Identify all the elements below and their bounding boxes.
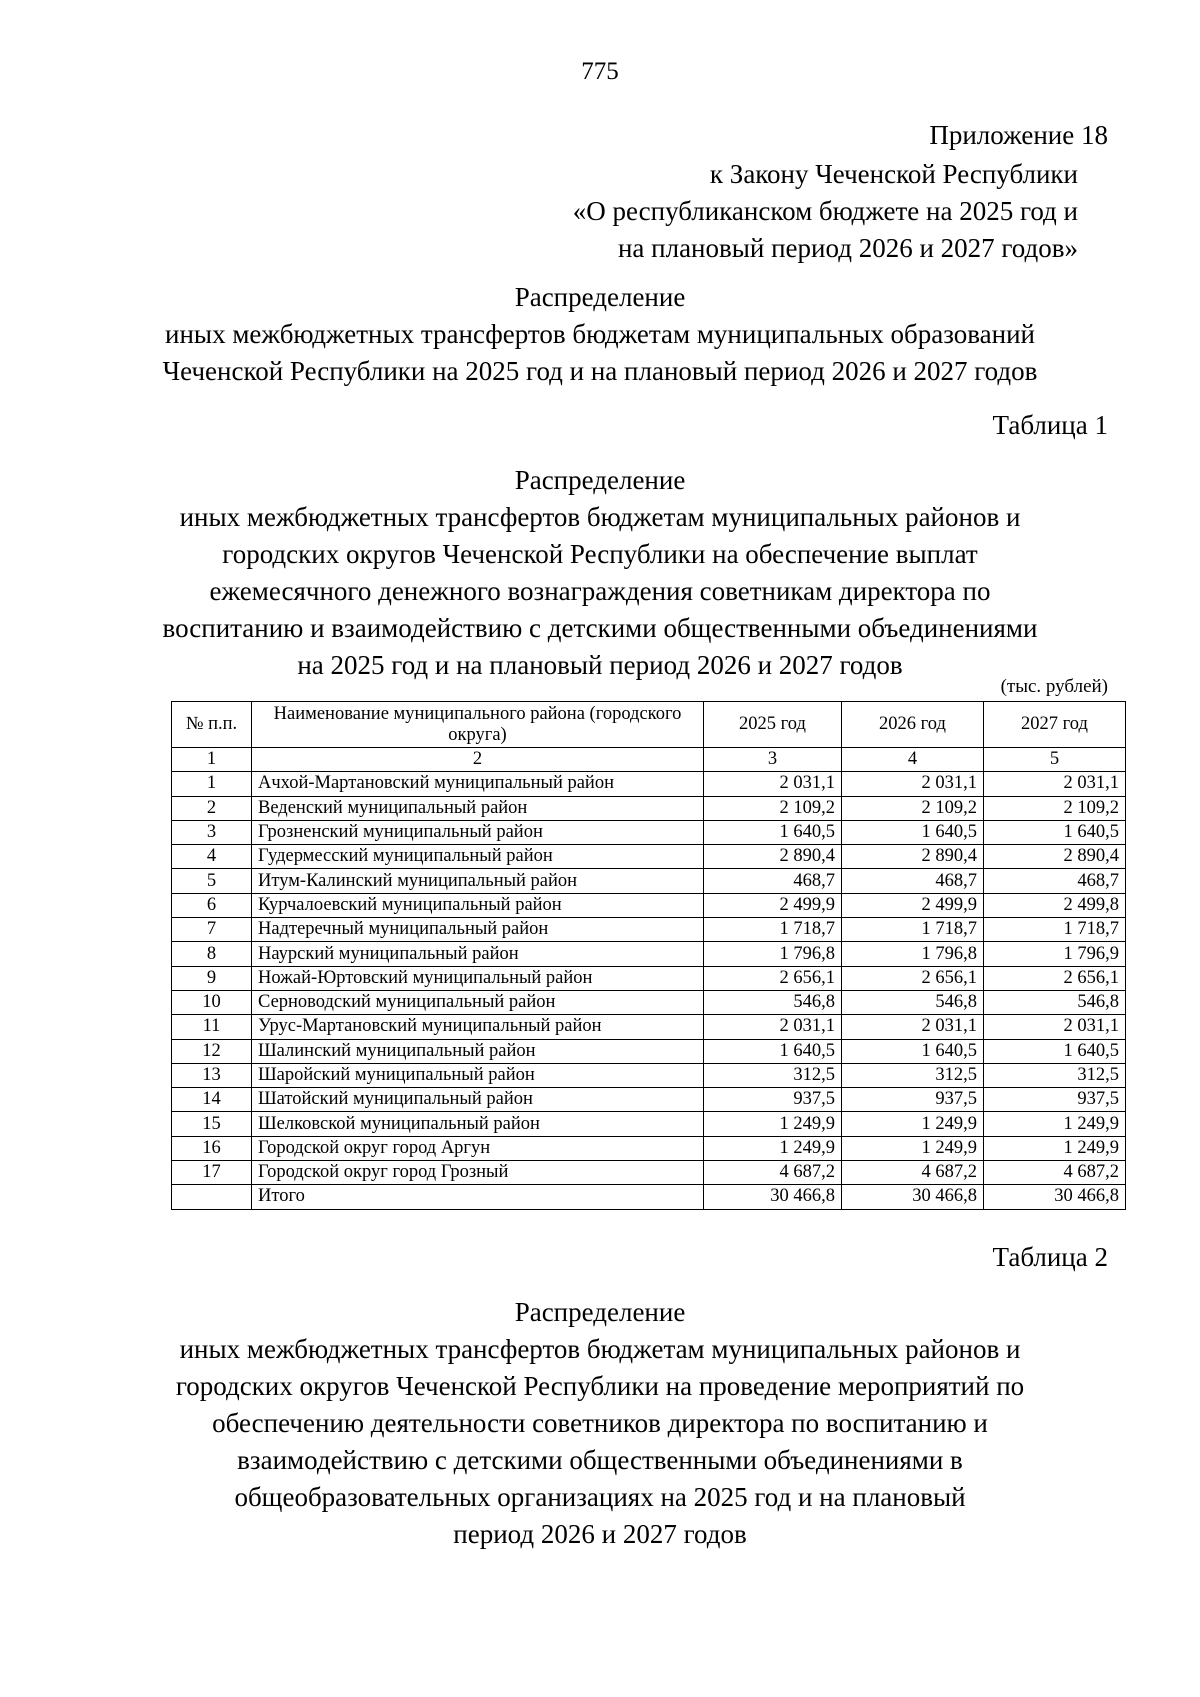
total-label: Итого xyxy=(252,1185,704,1209)
heading-line: иных межбюджетных трансфертов бюджетам муниципальных районов и xyxy=(179,1334,1021,1364)
row-2027: 2 890,4 xyxy=(984,845,1126,869)
table-header-row xyxy=(172,702,1126,748)
row-2026: 312,5 xyxy=(842,1063,984,1087)
row-number: 16 xyxy=(172,1136,252,1160)
row-2026: 2 656,1 xyxy=(842,966,984,990)
row-number: 6 xyxy=(172,893,252,917)
row-2027: 1 796,9 xyxy=(984,942,1126,966)
header-2027: 2027 год xyxy=(984,702,1126,748)
table-row xyxy=(172,1112,1126,1136)
row-number: 5 xyxy=(172,869,252,893)
row-name: Серноводский муниципальный район xyxy=(252,990,704,1014)
row-number: 1 xyxy=(172,772,252,796)
heading-line: взаимодействию с детскими общественными объединениями в xyxy=(237,1445,963,1475)
row-2027: 546,8 xyxy=(984,990,1126,1014)
row-2026: 1 640,5 xyxy=(842,1039,984,1063)
row-name: Шатойский муниципальный район xyxy=(252,1088,704,1112)
row-name: Шалинский муниципальный район xyxy=(252,1039,704,1063)
table-row xyxy=(172,1039,1126,1063)
transfers-table xyxy=(171,701,1126,1210)
row-name: Городской округ город Аргун xyxy=(252,1136,704,1160)
main-heading xyxy=(100,279,1100,390)
row-2026: 1 796,8 xyxy=(842,942,984,966)
table-row xyxy=(172,990,1126,1014)
row-name: Гудермесский муниципальный район xyxy=(252,845,704,869)
column-index: 3 xyxy=(704,748,842,772)
row-name: Веденский муниципальный район xyxy=(252,796,704,820)
row-2025: 2 031,1 xyxy=(704,772,842,796)
heading-line: период 2026 и 2027 годов xyxy=(453,1519,747,1549)
heading-line: общеобразовательных организациях на 2025 год и на плановый xyxy=(234,1482,966,1512)
row-2026: 1 249,9 xyxy=(842,1112,984,1136)
column-index: 5 xyxy=(984,748,1126,772)
row-2026: 937,5 xyxy=(842,1088,984,1112)
row-2026: 2 890,4 xyxy=(842,845,984,869)
row-2026: 1 640,5 xyxy=(842,820,984,844)
row-2027: 1 718,7 xyxy=(984,918,1126,942)
row-name: Грозненский муниципальный район xyxy=(252,820,704,844)
row-2025: 1 249,9 xyxy=(704,1112,842,1136)
row-2027: 1 640,5 xyxy=(984,1039,1126,1063)
row-name: Курчалоевский муниципальный район xyxy=(252,893,704,917)
table-row xyxy=(172,820,1126,844)
header-name: Наименование муниципального района (городского округа) xyxy=(252,702,704,748)
row-2025: 1 640,5 xyxy=(704,1039,842,1063)
row-2027: 2 499,8 xyxy=(984,893,1126,917)
total-number xyxy=(172,1185,252,1209)
column-index: 4 xyxy=(842,748,984,772)
row-name: Ножай-Юртовский муниципальный район xyxy=(252,966,704,990)
row-number: 11 xyxy=(172,1015,252,1039)
heading-line: иных межбюджетных трансфертов бюджетам муниципальных районов и xyxy=(179,502,1021,532)
row-2027: 2 109,2 xyxy=(984,796,1126,820)
table-row xyxy=(172,845,1126,869)
table-row xyxy=(172,772,1126,796)
heading-line: воспитанию и взаимодействию с детскими общественными объединениями xyxy=(162,613,1038,643)
row-2026: 2 031,1 xyxy=(842,1015,984,1039)
row-number: 14 xyxy=(172,1088,252,1112)
row-2025: 312,5 xyxy=(704,1063,842,1087)
heading-line: Распределение xyxy=(514,465,686,495)
heading-line: иных межбюджетных трансфертов бюджетам муниципальных образований xyxy=(165,319,1035,349)
header-number: № п.п. xyxy=(172,702,252,748)
row-number: 12 xyxy=(172,1039,252,1063)
heading-line: Чеченской Республики на 2025 год и на плановый период 2026 и 2027 годов xyxy=(162,356,1038,386)
appendix-line: к Закону Чеченской Республики xyxy=(709,159,1078,189)
row-name: Шаройский муниципальный район xyxy=(252,1063,704,1087)
table-row xyxy=(172,1015,1126,1039)
appendix-title: Приложение 18 xyxy=(929,120,1108,150)
total-2025: 30 466,8 xyxy=(704,1185,842,1209)
row-number: 2 xyxy=(172,796,252,820)
heading-line: обеспечению деятельности советников директора по воспитанию и xyxy=(212,1408,988,1438)
row-name: Урус-Мартановский муниципальный район xyxy=(252,1015,704,1039)
row-2025: 2 890,4 xyxy=(704,845,842,869)
appendix-line: «О республиканском бюджете на 2025 год и xyxy=(572,196,1078,226)
table-row xyxy=(172,1136,1126,1160)
appendix-line: на плановый период 2026 и 2027 годов» xyxy=(617,233,1078,263)
total-row xyxy=(172,1185,1126,1209)
row-2026: 546,8 xyxy=(842,990,984,1014)
table-row xyxy=(172,869,1126,893)
header-2026: 2026 год xyxy=(842,702,984,748)
table-row xyxy=(172,796,1126,820)
row-2027: 2 031,1 xyxy=(984,772,1126,796)
table-body xyxy=(172,772,1126,1209)
row-2025: 1 796,8 xyxy=(704,942,842,966)
row-2026: 2 499,9 xyxy=(842,893,984,917)
row-2027: 312,5 xyxy=(984,1063,1126,1087)
row-name: Надтеречный муниципальный район xyxy=(252,918,704,942)
row-2025: 546,8 xyxy=(704,990,842,1014)
row-2027: 1 640,5 xyxy=(984,820,1126,844)
row-name: Шелковской муниципальный район xyxy=(252,1112,704,1136)
row-2027: 937,5 xyxy=(984,1088,1126,1112)
row-2025: 468,7 xyxy=(704,869,842,893)
appendix-law-reference xyxy=(378,156,1078,267)
row-2027: 4 687,2 xyxy=(984,1161,1126,1185)
row-number: 9 xyxy=(172,966,252,990)
column-index: 1 xyxy=(172,748,252,772)
row-2027: 2 656,1 xyxy=(984,966,1126,990)
heading-line: на 2025 год и на плановый период 2026 и 2027 годов xyxy=(297,650,903,680)
row-number: 3 xyxy=(172,820,252,844)
row-2026: 1 718,7 xyxy=(842,918,984,942)
table-row xyxy=(172,1063,1126,1087)
row-2027: 1 249,9 xyxy=(984,1136,1126,1160)
row-2027: 1 249,9 xyxy=(984,1112,1126,1136)
row-2025: 1 718,7 xyxy=(704,918,842,942)
row-2025: 2 031,1 xyxy=(704,1015,842,1039)
row-2025: 2 109,2 xyxy=(704,796,842,820)
row-number: 4 xyxy=(172,845,252,869)
row-number: 8 xyxy=(172,942,252,966)
row-2025: 2 656,1 xyxy=(704,966,842,990)
row-2026: 4 687,2 xyxy=(842,1161,984,1185)
table-row xyxy=(172,942,1126,966)
row-2025: 2 499,9 xyxy=(704,893,842,917)
column-index: 2 xyxy=(252,748,704,772)
row-name: Городской округ город Грозный xyxy=(252,1161,704,1185)
units-label: (тыс. рублей) xyxy=(1000,676,1108,697)
row-number: 13 xyxy=(172,1063,252,1087)
table-row xyxy=(172,918,1126,942)
heading-line: городских округов Чеченской Республики на обеспечение выплат xyxy=(222,539,978,569)
heading-line: городских округов Чеченской Республики на проведение мероприятий по xyxy=(175,1371,1025,1401)
row-2025: 937,5 xyxy=(704,1088,842,1112)
table-row xyxy=(172,893,1126,917)
heading-line: Распределение xyxy=(514,282,686,312)
row-name: Итум-Калинский муниципальный район xyxy=(252,869,704,893)
row-name: Наурский муниципальный район xyxy=(252,942,704,966)
table1-label: Таблица 1 xyxy=(992,410,1108,440)
row-number: 15 xyxy=(172,1112,252,1136)
row-2025: 1 640,5 xyxy=(704,820,842,844)
total-2026: 30 466,8 xyxy=(842,1185,984,1209)
row-number: 17 xyxy=(172,1161,252,1185)
table-row xyxy=(172,1161,1126,1185)
heading-line: Распределение xyxy=(514,1297,686,1327)
row-number: 7 xyxy=(172,918,252,942)
table2-label: Таблица 2 xyxy=(992,1242,1108,1272)
column-index-row xyxy=(172,748,1126,772)
row-number: 10 xyxy=(172,990,252,1014)
header-2025: 2025 год xyxy=(704,702,842,748)
heading-line: ежемесячного денежного вознаграждения советникам директора по xyxy=(209,576,991,606)
row-2026: 2 031,1 xyxy=(842,772,984,796)
row-2026: 1 249,9 xyxy=(842,1136,984,1160)
page-number: 775 xyxy=(581,58,619,85)
row-2025: 4 687,2 xyxy=(704,1161,842,1185)
row-name: Ачхой-Мартановский муниципальный район xyxy=(252,772,704,796)
row-2026: 2 109,2 xyxy=(842,796,984,820)
table-row xyxy=(172,966,1126,990)
table-row xyxy=(172,1088,1126,1112)
table1-heading xyxy=(100,462,1100,684)
row-2027: 468,7 xyxy=(984,869,1126,893)
row-2027: 2 031,1 xyxy=(984,1015,1126,1039)
row-2025: 1 249,9 xyxy=(704,1136,842,1160)
total-2027: 30 466,8 xyxy=(984,1185,1126,1209)
row-2026: 468,7 xyxy=(842,869,984,893)
table2-heading xyxy=(100,1294,1100,1553)
